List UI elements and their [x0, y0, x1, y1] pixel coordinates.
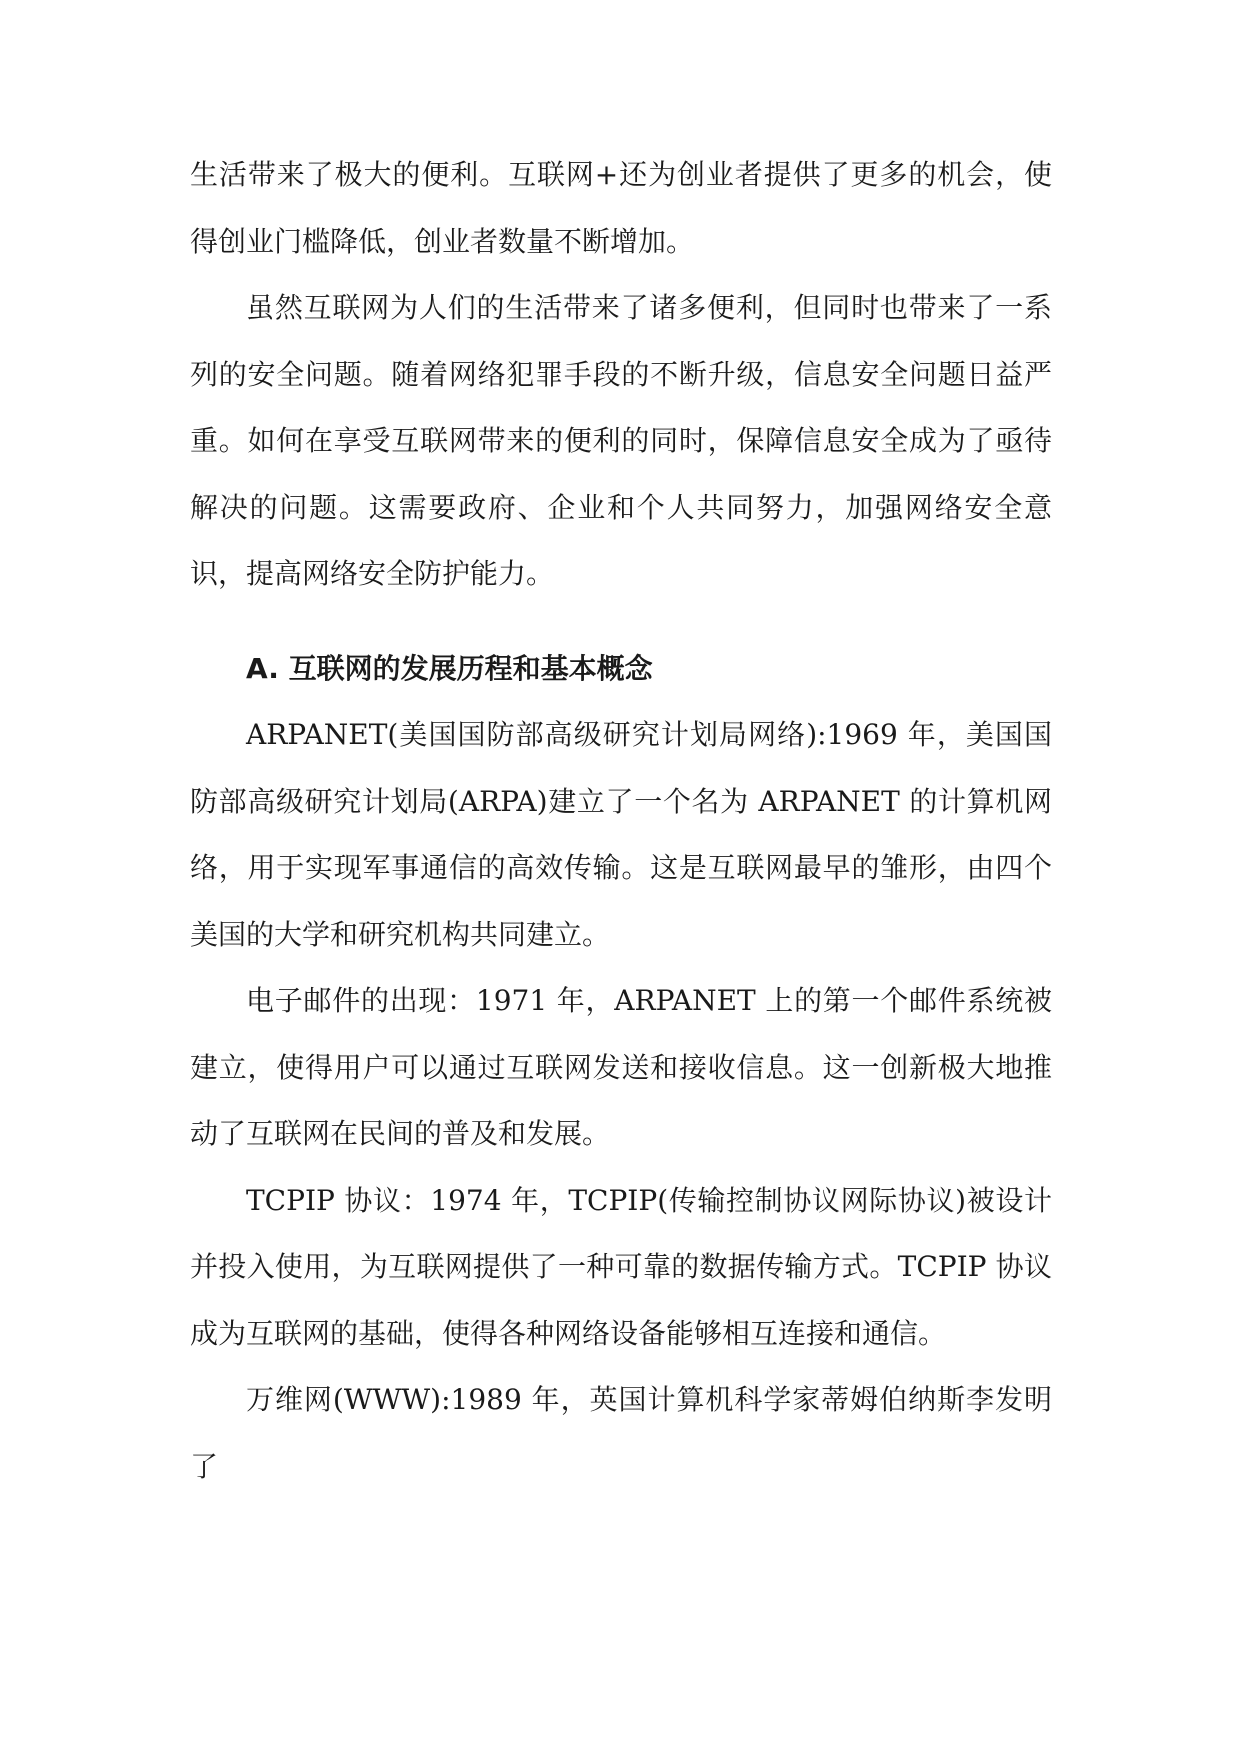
paragraph-tcpip: TCPIP 协议：1974 年，TCPIP(传输控制协议网际协议)被设计并投入使用，为互联网提供了一种可靠的数据传输方式。TCPIP 协议成为互联网的基础，使得各种网络设备能够相互连接和通信。: [190, 1183, 1052, 1350]
paragraph-arpanet: ARPANET(美国国防部高级研究计划局网络):1969 年，美国国防部高级研究计划局(ARPA)建立了一个名为 ARPANET 的计算机网络，用于实现军事通信的高效传输。这是互联网最早的雏形，由四个美国的大学和研究机构共同建立。: [190, 718, 1052, 951]
document-body: [190, 142, 1052, 1500]
paragraph-www: 万维网(WWW):1989 年，英国计算机科学家蒂姆伯纳斯李发明了: [190, 1383, 1052, 1483]
paragraph-email: 电子邮件的出现：1971 年，ARPANET 上的第一个邮件系统被建立，使得用户可以通过互联网发送和接收信息。这一创新极大地推动了互联网在民间的普及和发展。: [190, 984, 1052, 1150]
paragraph-continuation: 生活带来了极大的便利。互联网+还为创业者提供了更多的机会，使得创业门槛降低，创业者数量不断增加。: [190, 158, 1052, 258]
paragraph-security-issues: 虽然互联网为人们的生活带来了诸多便利，但同时也带来了一系列的安全问题。随着网络犯罪手段的不断升级，信息安全问题日益严重。如何在享受互联网带来的便利的同时，保障信息安全成为了亟待解决的问题。这需要政府、企业和个人共同努力，加强网络安全意识，提高网络安全防护能力。: [190, 291, 1052, 590]
section-heading: A. 互联网的发展历程和基本概念: [246, 651, 653, 685]
